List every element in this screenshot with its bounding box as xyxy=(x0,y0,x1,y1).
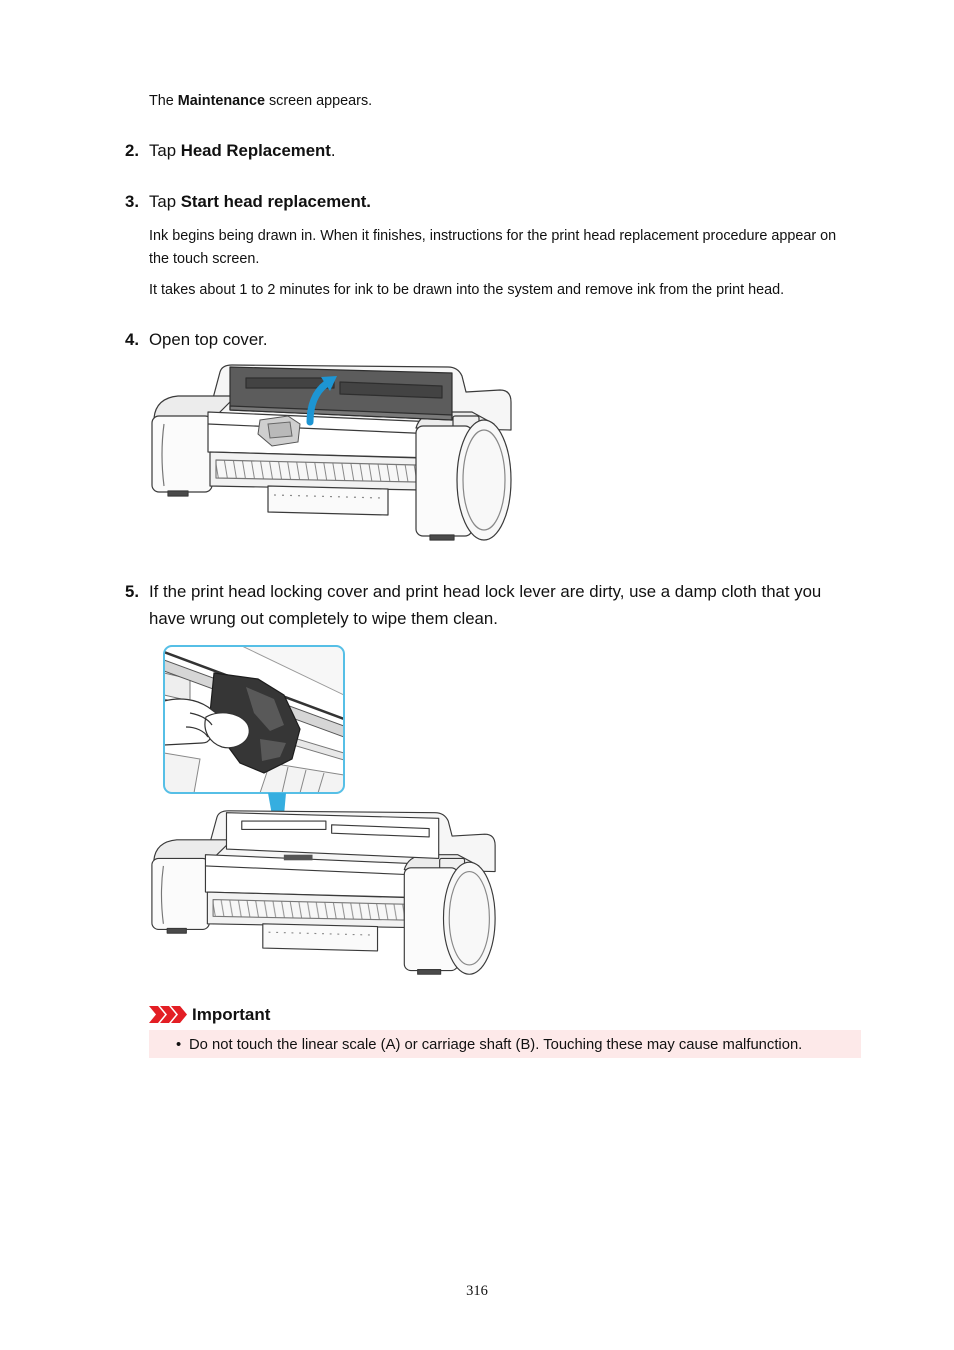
important-item: Do not touch the linear scale (A) or carriage shaft (B). Touching these may cause malfunction. xyxy=(189,1037,803,1053)
top-cover xyxy=(230,367,452,420)
carriage-closeup-inset xyxy=(164,646,344,793)
printer-front-view xyxy=(152,811,495,974)
important-icon xyxy=(149,1006,187,1023)
printer-wipe-carriage-icon xyxy=(150,643,500,980)
maintenance-screen-note xyxy=(149,90,372,113)
important-title: Important xyxy=(192,1005,271,1024)
step-2 xyxy=(125,137,336,164)
step-3 xyxy=(125,188,371,215)
step-text: If the print head locking cover and print head lock lever are dirty, use a damp cloth that you have wrung out completely to wipe them clean. xyxy=(149,581,822,628)
intro-prefix: The xyxy=(149,92,178,109)
printer-top-cover-open-icon xyxy=(150,362,513,543)
intro-suffix: screen appears. xyxy=(264,92,373,109)
step-text: Tap xyxy=(149,191,181,211)
step-number: 2. xyxy=(125,140,139,160)
bullet: • xyxy=(176,1037,182,1053)
step-suffix: . xyxy=(330,140,336,160)
step-3-note-duration: It takes about 1 to 2 minutes for ink to be drawn into the system and remove ink from the print head. xyxy=(149,281,785,298)
maintenance-label: Maintenance xyxy=(177,92,265,109)
step-text: Tap xyxy=(149,140,181,160)
carriage xyxy=(284,855,313,861)
step-number: 5. xyxy=(125,581,139,601)
step-4 xyxy=(125,326,268,353)
page-number: 316 xyxy=(466,1283,488,1299)
start-head-replacement-label: Start head replacement. xyxy=(180,191,371,211)
step-number: 3. xyxy=(125,191,139,211)
step-number: 4. xyxy=(125,329,139,349)
step-text: Open top cover. xyxy=(149,329,268,349)
step-3-note-ink-drawn: Ink begins being drawn in. When it finishes, instructions for the print head replacement procedure appear on the touch screen. xyxy=(149,227,837,267)
head-replacement-label: Head Replacement xyxy=(180,140,331,160)
step-5 xyxy=(125,578,854,632)
important-box xyxy=(149,1030,861,1058)
